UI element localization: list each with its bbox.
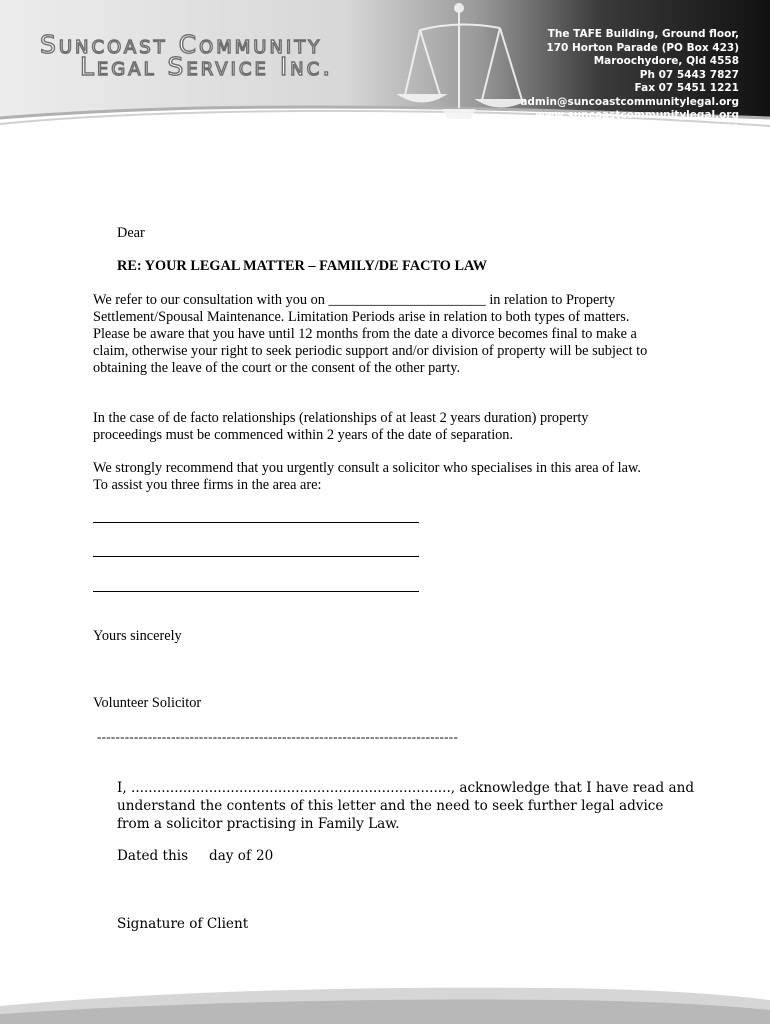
contact-address-2: 170 Horton Parade (PO Box 423) — [546, 41, 739, 54]
acknowledgement-line-3: from a solicitor practising in Family Law. — [117, 816, 400, 832]
contact-address-1: The TAFE Building, Ground floor, — [547, 28, 739, 40]
signatory: Volunteer Solicitor — [93, 695, 202, 711]
paragraph-limitation-periods: We refer to our consultation with you on ______________________ in relation to Property Settlement/Spousal Maintenance. Limitation Periods arise in relation to both types of matters. Please be aware that you have until 12 months from the date a divorce becomes final to make a claim, otherwise your right to seek periodic support and/or division of property will be subject to obtaining the leave of the court or the consent of the other party. — [93, 292, 648, 376]
org-name-line2: Legal Service Inc. — [80, 52, 334, 81]
contact-phone: Ph 07 5443 7827 — [639, 68, 739, 81]
org-name-line1: Suncoast Community — [40, 30, 323, 59]
year-label: 20 — [256, 848, 274, 864]
contact-email: admin@suncoastcommunitylegal.org — [520, 95, 739, 108]
acknowledgement-line-1: I, .........................................................................., acknowledge that I have read and — [117, 780, 695, 796]
contact-block — [520, 28, 739, 136]
footer-swoosh — [0, 984, 770, 1024]
closing: Yours sincerely — [93, 628, 182, 644]
contact-website: www.suncoastcommunitylegal.org — [535, 109, 739, 121]
paragraph-de-facto: In the case of de facto relationships (relationships of at least 2 years duration) property proceedings must be commenced within 2 years of the date of separation. — [93, 410, 589, 443]
firm-line-3[interactable] — [93, 591, 419, 592]
firm-line-2[interactable] — [93, 556, 419, 557]
salutation: Dear — [117, 225, 145, 241]
dated-this-label: Dated this — [117, 848, 189, 864]
subject-line: RE: YOUR LEGAL MATTER – FAMILY/DE FACTO LAW — [117, 258, 488, 274]
contact-fax: Fax 07 5451 1221 — [634, 82, 739, 94]
acknowledgement-text — [117, 779, 695, 833]
cut-line: ------------------------------------------------------------------------------ — [97, 729, 459, 744]
contact-address-3: Maroochydore, Qld 4558 — [593, 55, 739, 67]
paragraph-recommendation: We strongly recommend that you urgently consult a solicitor who specialises in this area of law. To assist you three firms in the area are: — [93, 460, 641, 493]
client-signature-label: Signature of Client — [117, 916, 249, 932]
contact-abn: ABN 21 409 016 380 — [619, 122, 739, 135]
firm-line-1[interactable] — [93, 522, 419, 523]
day-of-label: day of — [209, 848, 252, 864]
letterhead — [0, 0, 770, 135]
acknowledgement-line-2: understand the contents of this letter and the need to seek further legal advice — [117, 798, 664, 814]
